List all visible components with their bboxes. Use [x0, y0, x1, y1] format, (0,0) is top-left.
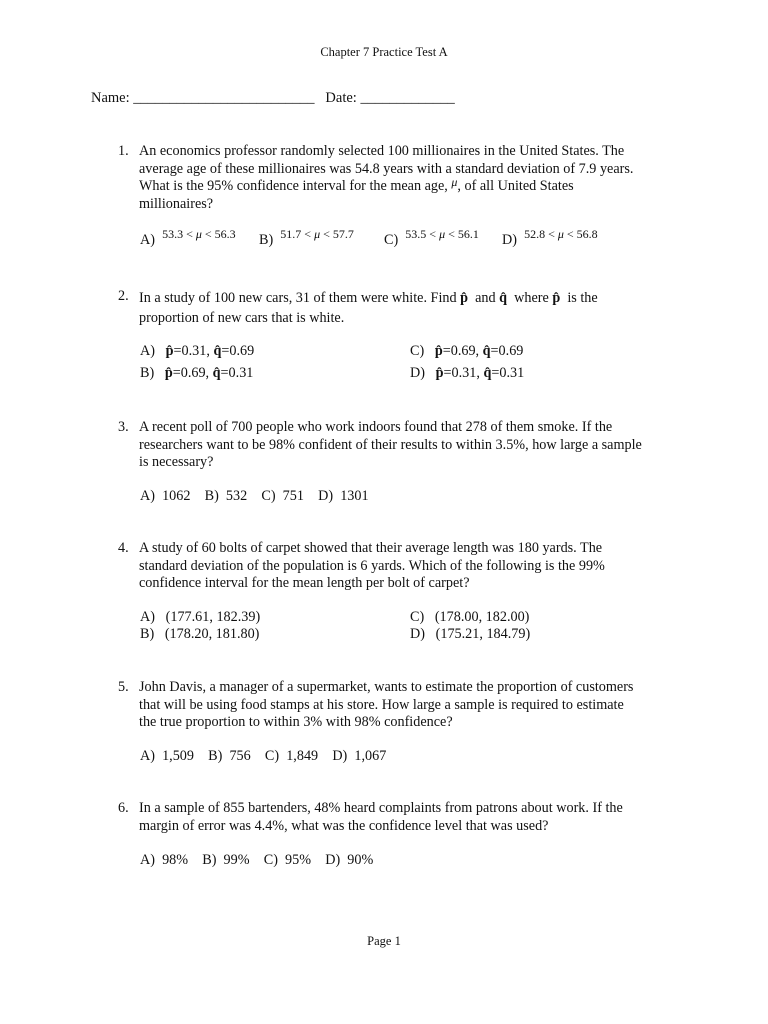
question-text: John Davis, a manager of a supermarket, wants to estimate the proportion of customers that will be using food stamps at his store. How large a sample is required to estimate the true proportion to within 3% with 98% confidence?	[139, 679, 634, 731]
question-number: 2.	[118, 288, 129, 304]
question-text: A study of 60 bolts of carpet showed that their average length was 180 yards. The standard deviation of the population is 6 yards. Which of the following is the 99% confidence interval for the mean length per bolt of carpet?	[139, 540, 605, 592]
option-2c: C) p̂=0.69, q̂=0.69	[410, 343, 524, 359]
option-4c: C) (178.00, 182.00)	[410, 609, 530, 625]
page-title: Chapter 7 Practice Test A	[320, 45, 448, 59]
name-date-line	[91, 90, 455, 107]
options-3: A) 1062 B) 532 C) 751 D) 1301	[140, 488, 369, 504]
question-text: In a sample of 855 bartenders, 48% heard complaints from patrons about work. If the margin of error was 4.4%, what was the confidence level that was used?	[139, 800, 623, 834]
option-4b: B) (178.20, 181.80)	[140, 626, 260, 642]
option-2b: B) p̂=0.69, q̂=0.31	[140, 365, 254, 381]
option-1d: D) $^{52.8 < \mu < 56.8}$	[502, 227, 598, 248]
date-blank: _____________	[360, 90, 455, 106]
question-number: 4.	[118, 540, 129, 556]
question-text: A recent poll of 700 people who work indoors found that 278 of them smoke. If the researchers want to be 98% confident of their results to within 3.5%, how large a sample is necessary?	[139, 419, 642, 471]
question-number: 5.	[118, 679, 129, 695]
option-2d: D) p̂=0.31, q̂=0.31	[410, 365, 525, 381]
option-2a: A) p̂=0.31, q̂=0.69	[140, 343, 255, 359]
name-label: Name:	[91, 90, 130, 106]
options-6: A) 98% B) 99% C) 95% D) 90%	[140, 852, 374, 868]
mu-symbol: μ	[451, 175, 458, 190]
name-blank: _________________________	[133, 90, 315, 106]
page-number: Page 1	[367, 934, 401, 948]
question-number: 1.	[118, 143, 129, 159]
option-4d: D) (175.21, 184.79)	[410, 626, 531, 642]
date-label: Date:	[325, 90, 357, 106]
options-5: A) 1,509 B) 756 C) 1,849 D) 1,067	[140, 748, 387, 764]
option-4a: A) (177.61, 182.39)	[140, 609, 261, 625]
question-number: 3.	[118, 419, 129, 435]
question-text: In a study of 100 new cars, 31 of them were white. Find p̂ and q̂ where p̂ is the proportion of new cars that is white.	[139, 290, 598, 326]
option-1c: C) $^{53.5 < \mu < 56.1}$	[384, 227, 479, 248]
option-1a: A) $^{53.3 < \mu < 56.3}$	[140, 227, 236, 248]
option-1b: B) $^{51.7 < \mu < 57.7}$	[259, 227, 354, 248]
question-number: 6.	[118, 800, 129, 816]
question-text: An economics professor randomly selected 100 millionaires in the United States. The average age of these millionaires was 54.8 years with a standard deviation of 7.9 years. What is the 95% confidence interval for the mean age, $^\mu$, of all United States millionaires?	[139, 143, 634, 212]
